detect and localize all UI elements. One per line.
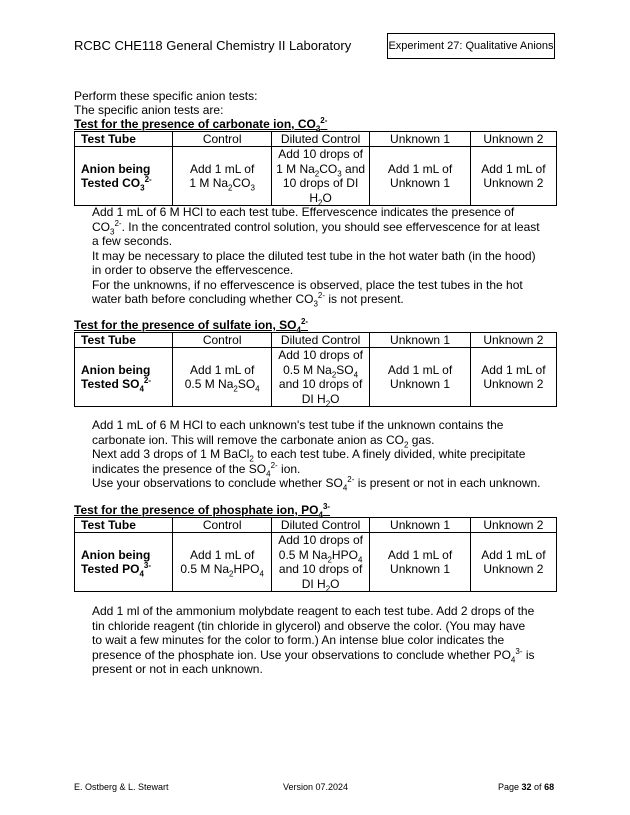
control-cell: Add 1 mL of 0.5 M $Na_2SO_4$ xyxy=(173,348,271,407)
unknown-2-cell: Add 1 mL of Unknown 2 xyxy=(470,533,556,592)
column-header: Diluted Control xyxy=(271,132,369,147)
phosphate-table xyxy=(74,517,557,592)
table-row xyxy=(75,147,557,206)
experiment-title: Experiment 27: Qualitative Anions xyxy=(388,40,554,52)
intro-line-1: Perform these specific anion tests: xyxy=(74,89,258,103)
footer-authors: E. Ostberg & L. Stewart xyxy=(74,782,169,792)
unknown-2-cell: Add 1 mL of Unknown 2 xyxy=(470,348,556,407)
row-label-cell: Anion being Tested $SO_4^{2-}$ xyxy=(75,348,173,407)
footer-page-number: Page 32 of 68 xyxy=(498,782,555,792)
carbonate-table xyxy=(74,131,557,206)
column-header: Diluted Control xyxy=(271,518,369,533)
column-header: Test Tube xyxy=(75,132,173,147)
column-header: Unknown 2 xyxy=(470,132,556,147)
column-header: Test Tube xyxy=(75,518,173,533)
column-header: Diluted Control xyxy=(271,333,369,348)
course-title: RCBC CHE118 General Chemistry II Laboratory xyxy=(74,38,352,53)
diluted-control-cell: Add 10 drops of 1 M $Na_2CO_3$ and 10 drops of DI $H_2O$ xyxy=(271,147,369,206)
diluted-control-cell: Add 10 drops of 0.5 M $Na_2HPO_4$ and 10 drops of DI $H_2O$ xyxy=(271,533,369,592)
footer-version: Version 07.2024 xyxy=(283,782,349,792)
unknown-1-cell: Add 1 mL of Unknown 1 xyxy=(370,348,471,407)
sulfate-heading: Test for the presence of sulfate ion, $SO_4^{2-}$ xyxy=(74,317,309,335)
column-header: Unknown 2 xyxy=(470,333,556,348)
sulfate-table xyxy=(74,332,557,407)
diluted-control-cell: Add 10 drops of 0.5 M $Na_2SO_4$ and 10 drops of DI $H_2O$ xyxy=(271,348,369,407)
table-row xyxy=(75,348,557,407)
column-header: Control xyxy=(173,333,271,348)
column-header: Control xyxy=(173,518,271,533)
table-header-row xyxy=(75,518,557,533)
column-header: Unknown 1 xyxy=(370,518,471,533)
row-label-cell: Anion being Tested $PO_4^{3-}$ xyxy=(75,533,173,592)
control-cell: Add 1 mL of 0.5 M $Na_2HPO_4$ xyxy=(173,533,271,592)
table-header-row xyxy=(75,333,557,348)
table-row xyxy=(75,533,557,592)
carbonate-heading: Test for the presence of carbonate ion, $CO_3^{2-}$ xyxy=(74,116,328,134)
sulfate-instructions: Add 1 mL of 6 M HCl to each unknown's test tube if the unknown contains the carbonate ion. This will remove the carbonate anion as $CO_2$ gas. Next add 3 drops of 1 M BaCl$_2$ to each test tube. A finely divided, white precipitate indicates the presence of the $SO_4^{2-}$ ion. Use your observations to conclude whether $SO_4^{2-}$ is present or not in each unknown. xyxy=(92,418,541,493)
column-header: Unknown 1 xyxy=(370,333,471,348)
unknown-1-cell: Add 1 mL of Unknown 1 xyxy=(370,147,471,206)
phosphate-heading: Test for the presence of phosphate ion, $PO_4^{3-}$ xyxy=(74,502,331,520)
carbonate-instructions: Add 1 mL of 6 M HCl to each test tube. Effervescence indicates the presence of $CO_3^{2-}$. In the concentrated control solution, you should see effervescence for at least a few seconds. It may be necessary to place the diluted test tube in the hot water bath (in the hood) in order to observe the effervescence. For the unknowns, if no effervescence is observed, place the test tubes in the hot water bath before concluding whether $CO_3^{2-}$ is not present. xyxy=(92,205,540,309)
table-header-row xyxy=(75,132,557,147)
unknown-2-cell: Add 1 mL of Unknown 2 xyxy=(470,147,556,206)
control-cell: Add 1 mL of 1 M $Na_2CO_3$ xyxy=(173,147,271,206)
unknown-1-cell: Add 1 mL of Unknown 1 xyxy=(370,533,471,592)
column-header: Test Tube xyxy=(75,333,173,348)
column-header: Control xyxy=(173,132,271,147)
column-header: Unknown 1 xyxy=(370,132,471,147)
row-label-cell: Anion being Tested $CO_3^{2-}$ xyxy=(75,147,173,206)
intro-line-2: The specific anion tests are: xyxy=(74,103,224,117)
experiment-title-box xyxy=(387,33,555,59)
column-header: Unknown 2 xyxy=(470,518,556,533)
phosphate-instructions: Add 1 ml of the ammonium molybdate reagent to each test tube. Add 2 drops of the tin chloride reagent (tin chloride in glycerol) and observe the color. (You may have to wait a few minutes for the color to form.) An intense blue color indicates the presence of the phosphate ion. Use your observations to conclude whether $PO_4^{3-}$ is present or not in each unknown. xyxy=(92,604,535,676)
